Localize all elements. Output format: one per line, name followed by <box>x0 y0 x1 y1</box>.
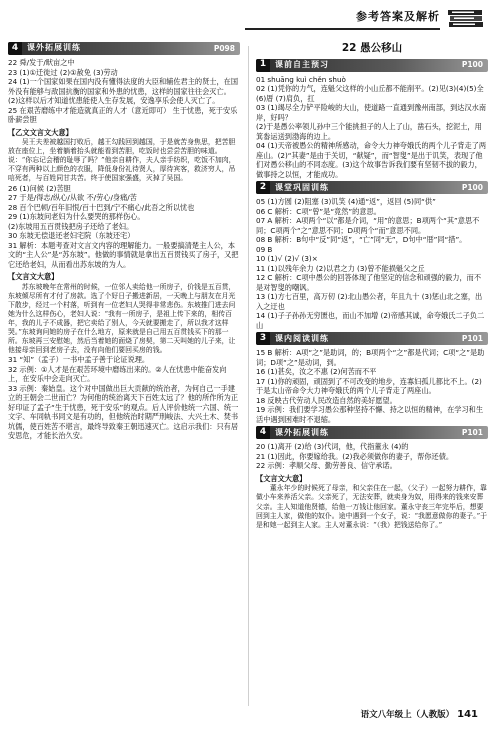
banner-number: 4 <box>8 42 22 55</box>
answer-line: 27 于是/得志/纵心/从欲 不/劳心/身痛/苦 <box>8 193 137 203</box>
header-title: 参考答案及解析 <box>356 10 440 23</box>
banner-page: P100 <box>461 60 483 70</box>
answer-line: 26 (1)问候 (2)苦胆 <box>8 183 71 193</box>
section-banner-extension-right <box>256 426 488 439</box>
answer-line: 09 B <box>256 244 273 254</box>
book-stack-icon <box>446 6 486 32</box>
section-heading: 【文言文大意】 <box>256 473 307 483</box>
lesson-title: 22 愚公移山 <box>341 42 403 54</box>
answer-line: 11 (1)以残年余力 (2)以君之力 (3)曾不能损魁父之丘 <box>256 263 425 273</box>
answer-line: 05 (1)方圆 (2)阻塞 (3)讥笑 (4)通“返”，返回 (5)同“供” <box>256 197 436 207</box>
answer-line: 06 C 解析：C项“曾”是“竟然”的意思。 <box>256 206 381 216</box>
section-banner-extension-left <box>8 42 240 55</box>
section-banner-preview <box>256 59 488 72</box>
answer-line: (2)东坡用五百贯钱把房子还给了老妇。 <box>8 221 134 231</box>
answer-line: 19 示例：我们要学习愚公那种坚持不懈、持之以恒的精神，在学习和生活中遇到困难时不退缩。 <box>256 405 484 424</box>
header-rule <box>245 28 440 30</box>
banner-number: 2 <box>256 181 270 194</box>
answer-line: 33 示例：秦始皇。这个对中国做出巨大贡献的统治者，为何自己一手建立的王朝会二世而亡？为何他的统治离天下百姓太远了？他的所作所为正好印证了孟子“生于忧患，死于安乐”的观点。后人评价他统一六国、统一文字、车同轨书同文是有功的，但他统治时期严刑峻法、大兴土木、焚书坑儒，使百姓苦不堪言，最终导致秦王朝迅速灭亡。这启示我们：只有居安思危，才能长治久安。 <box>8 383 239 441</box>
answer-line: 17 (1)你的顽固，顽固到了不可改变的地步，连寡妇孤儿都比不上。(2)于是太山帝命令大力神夸娥氏的两个儿子背走了两座山。 <box>256 376 482 396</box>
translation-paragraph: 董永年少的时候死了母亲，和父亲住在一起，（父子）一起努力耕作，靠做小车来养活父亲。父亲死了，无法安葬，就卖身为奴，用得来的钱来安葬父亲。主人知道他贤德，给他一万钱让他回家。董永守丧三年完毕后，想要回到主人家，做他的奴仆。途中遇到一个女子，说：“我愿意做你的妻子。”于是和她一起到主人家。主人对董永说：“（我）把钱送给你了。” <box>256 484 487 529</box>
answer-line: 22 示例：孝顺父母、勤劳善良、信守承诺。 <box>256 461 397 471</box>
left-column <box>8 40 240 710</box>
answer-line: 10 (1)√ (2)√ (3)× <box>256 254 318 264</box>
banner-title: 课内阅读训练 <box>275 333 329 343</box>
answer-line: 24 (1)一个国家如果在国内没有懂得法度的大臣和辅佐君主的贤士，在国外没有能够与敌国抗衡的国家和外患的忧患，这样的国家往往会灭亡。 <box>8 77 239 96</box>
answer-line: 01 shuāng kuì chěn shuò <box>256 74 346 84</box>
banner-title: 课堂巩固训练 <box>275 182 329 192</box>
section-banner-consolidation <box>256 181 488 194</box>
section-heading: 【乙文文言文大意】 <box>8 127 73 137</box>
translation-paragraph: 苏东坡晚年在常州的时候，一位邻人卖给他一所房子，价钱是五百贯，东坡倾尽所有才付了房款。选了个好日子搬进新居，一天晚上与朋友在月光下散步，经过一个村落，听到有一位老妇人哭得非常悲伤。东坡推门进去问她为什么这样伤心，老妇人说：“我有一所房子，是祖上传下来的，相传百年，我的儿子不成器，把它卖给了别人，今天就要搬走了，所以我才这样哭。”东坡询问她的房子在什么地方，原来就是自己用五百贯钱买下的那一所。东坡再三安慰她，然后当着她的面烧了房契，第二天叫她的儿子来，让他接母亲回到老房子去，没有向他们要回买房的钱。 <box>8 282 236 355</box>
answer-line: 25 在艰苦磨练中才能造就真正的人才（意近即可） 生于忧患，死于安乐 卧薪尝胆 <box>8 105 238 124</box>
banner-title: 课外拓展训练 <box>275 427 329 437</box>
answer-line: 30 东坡无偿退还老妇宅院（东坡还宅） <box>8 231 135 241</box>
answer-line: 20 (1)离开 (2)给 (3)代词，他，代指董永 (4)的 <box>256 442 409 452</box>
page-number: 141 <box>457 709 478 720</box>
banner-page: P101 <box>461 427 483 437</box>
translation-paragraph: 吴王夫差被越国打败后，越王勾践回到越国，于是就苦身焦思，把苦胆放在座位上，坐着躺着抬头就能看到苦胆，吃饭时也尝尝苦胆的味道。说：“你忘记会稽的耻辱了吗？”他亲自耕作，夫人亲手纺织，吃饭不加肉，不穿有两种以上颜色的衣服，降低身份礼待贤人，厚待宾客，救济穷人，吊唁死者，与百姓同甘共苦。终于使国家强盛，灭掉了吴国。 <box>8 138 236 183</box>
answer-line: 04 (1)天帝被愚公的精神所感动，命令大力神夸娥氏的两个儿子背走了两座山。(2)“其妻”是由于关切，“献疑”，而“智叟”是出于讥笑，表现了他们对愚公移山的不同态度。(3)这个故事告诉我们要有坚韧不拔的毅力，做事持之以恒，才能成功。 <box>256 141 487 179</box>
answer-line: 12 C 解析：C项中愚公的回答体现了他坚定的信念和顽强的毅力，而不是对智叟的嘲讽。 <box>256 273 482 292</box>
footer-book-title: 语文八年级上（人教版） <box>360 710 455 720</box>
answer-line: 03 (1)竭尽全力铲平险峻的大山，使道路一直通到豫州南部，到达汉水南岸，好吗？ <box>256 103 487 122</box>
answer-line: 21 (1)因此，你要嫁给我。(2)我必须做你的妻子，帮你还债。 <box>256 451 454 461</box>
answer-line: 02 (1)凭你的力气，连魁父这样的小山丘都不能削平。(2)见(3)(4)(5)全 (6)厝 (7)肩负，扛 <box>256 84 484 103</box>
answer-line: 16 (1)甚矣，汝之不惠 (2)何苦而不平 <box>256 367 377 377</box>
answer-line: 07 A 解析：A项两个“以”都是介词，“用”的意思；B项两个“其”意思不同；C项两个“之”意思不同；D项两个“而”意思不同。 <box>256 216 480 235</box>
answer-line: 28 百个巴顿/百年旧恨/百十巴到/宁不痛心/此吾之所以忧也 <box>8 202 195 212</box>
banner-page: P101 <box>461 333 483 343</box>
banner-number: 4 <box>256 426 270 439</box>
answer-line: (2)于是愚公率领儿孙中三个能挑担子的人上了山，凿石头，挖泥土，用箕畚运送到渤海的边上。 <box>256 122 482 141</box>
answer-line: 15 B 解析：A项“之”是助词，的；B项两个“之”都是代词；C项“之”是助词；D项“之”是动词，到。 <box>256 348 485 367</box>
banner-page: P098 <box>213 43 235 53</box>
section-banner-reading <box>256 332 488 345</box>
answer-line: 31 “知”（孟子）一书中孟子善于论证说理。 <box>8 355 150 365</box>
answer-line: (2)这样以后才知道忧患能使人生存发展，安逸享乐会使人灭亡了。 <box>8 96 220 105</box>
section-heading: 【文言文大意】 <box>8 272 59 282</box>
answer-line: 13 (1)方七百里，高万仞 (2)北山愚公者，年且九十 (3)惩山北之塞，出入之迂也 <box>256 292 483 311</box>
banner-number: 3 <box>256 332 270 345</box>
banner-number: 1 <box>256 59 270 72</box>
page-header <box>0 0 500 40</box>
page-footer <box>361 708 478 721</box>
answer-line: 32 示例：①人才是在艰苦环境中磨练出来的。②人在忧患中能奋发向上，在安乐中会走向灭亡。 <box>8 364 227 384</box>
answer-line: 23 (1)①迁徙过 (2)①赦免 (3)劳动 <box>8 67 118 77</box>
answer-line: 29 (1)东坡问老妇为什么要哭的那样伤心。 <box>8 212 145 222</box>
banner-title: 课前自主预习 <box>275 60 329 70</box>
answer-line: 18 反映古代劳动人民改造自然的美好愿望。 <box>256 395 397 405</box>
column-divider <box>248 46 249 706</box>
banner-title: 课外拓展训练 <box>27 43 81 53</box>
answer-line: 08 B 解析：B句中“反”同“返”，“亡”同“无”，D句中“厝”同“措”。 <box>256 235 467 245</box>
answer-line: 31 解析：本题考查对文言文内容的理解能力。一般要搞清楚主人公，本文的“主人公”是“苏东坡”。他做的事情就是拿出五百贯钱买了房子，又把它还给老妇，从而看出苏东坡的为人。 <box>8 240 239 269</box>
right-column <box>256 40 488 710</box>
banner-page: P100 <box>461 182 483 192</box>
answer-line: 22 舜/发于/畎亩之中 <box>8 58 75 67</box>
answer-line: 14 (1)子子孙孙无穷匮也，而山不加增 (2)帝感其诚，命夸娥氏二子负二山 <box>256 311 485 330</box>
